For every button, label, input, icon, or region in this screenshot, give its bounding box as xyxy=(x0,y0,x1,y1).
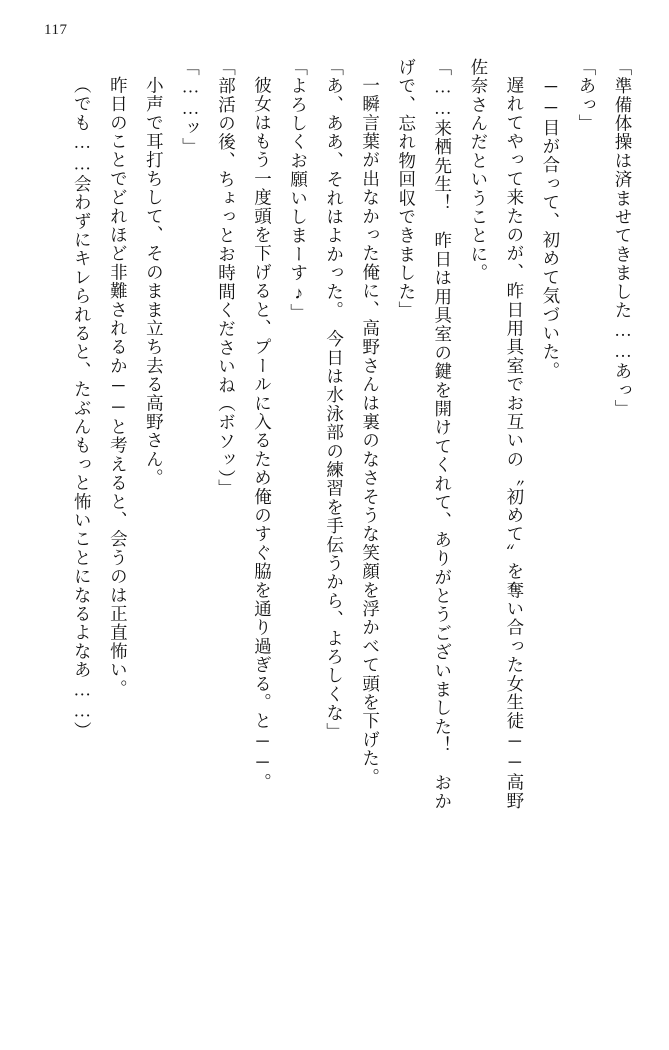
paragraph: 佐奈さんだということに。 xyxy=(468,58,489,283)
paragraph: 「……ッ」 xyxy=(180,58,201,157)
paragraph: 「準備体操は済ませてきました……あっ」 xyxy=(613,58,633,419)
paragraph: 「あっ」 xyxy=(576,58,597,133)
paragraph: ──目が合って、初めて気づいた。 xyxy=(540,75,561,380)
paragraph: 「部活の後、ちょっとお時間くださいね（ボソッ）」 xyxy=(216,58,237,499)
paragraph: 小声で耳打ちして、そのまま立ち去る高野さん。 xyxy=(144,75,165,487)
page-number: 117 xyxy=(44,22,68,38)
paragraph: 「あ、ああ、それはよかった。 今日は水泳部の練習を手伝うから、よろしくな」 xyxy=(324,58,345,742)
paragraph: 遅れてやって来たのが、昨日用具室でお互いの〝初めて〟を奪い合った女生徒──高野 xyxy=(504,75,525,810)
page-body-text xyxy=(36,58,641,1006)
paragraph: （でも……会わずにキレられると、たぶんもっと怖いことになるよなあ……） xyxy=(72,75,93,740)
paragraph: 「よろしくお願いしまーす♪」 xyxy=(288,58,309,323)
paragraph: げで、忘れ物回収できました」 xyxy=(396,58,417,320)
paragraph: 昨日のことでどれほど非難されるか──と考えると、会うのは正直怖い。 xyxy=(108,75,129,698)
paragraph: 「……来栖先生！ 昨日は用具室の鍵を開けてくれて、ありがとうございました！ おか xyxy=(432,58,453,811)
paragraph: 彼女はもう一度頭を下げると、プールに入るため俺のすぐ脇を通り過ぎる。と──。 xyxy=(252,75,273,792)
paragraph: 一瞬言葉が出なかった俺に、高野さんは裏のなさそうな笑顔を浮かべて頭を下げた。 xyxy=(360,75,381,787)
